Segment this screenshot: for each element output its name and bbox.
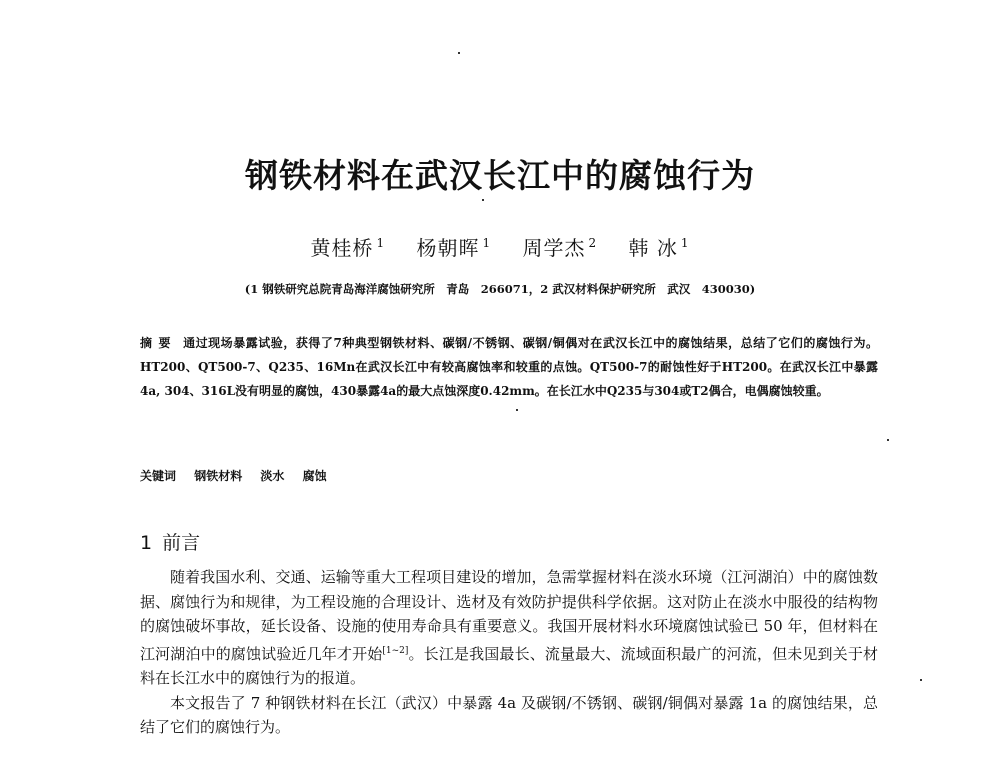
author-list (0, 232, 1000, 261)
scan-speck (920, 679, 922, 681)
paper-title: 钢铁材料在武汉长江中的腐蚀行为 (245, 156, 755, 195)
paragraph-text: 本文报告了 7 种钢铁材料在长江（武汉）中暴露 4a 及碳钢/不锈钢、碳钢/铜偶对暴露 1a 的腐蚀结果，总结了它们的腐蚀行为。 (140, 693, 878, 736)
author (629, 236, 690, 260)
body-text (140, 565, 878, 740)
scan-speck (458, 52, 460, 54)
author-affil-mark: 1 (482, 236, 492, 251)
author-affil-mark: 1 (376, 236, 386, 251)
paragraph (140, 691, 878, 740)
section-number: 1 (140, 532, 153, 554)
author-name: 周学杰 (522, 236, 586, 260)
scan-speck (482, 199, 484, 201)
keyword: 钢铁材料 (194, 469, 243, 483)
abstract-label: 摘要 (140, 336, 178, 350)
keywords-label: 关键词 (140, 469, 177, 483)
author-name: 黄桂桥 (310, 236, 374, 260)
author (417, 236, 492, 260)
abstract-text: 通过现场暴露试验，获得了7种典型钢铁材料、碳钢/不锈钢、碳钢/铜偶对在武汉长江中的腐蚀结果，总结了它们的腐蚀行为。HT200、QT500-7、Q235、16Mn在武汉长江中有较高腐蚀率和较重的点蚀。QT500-7的耐蚀性好于HT200。在武汉长江中暴露4a, 304、316L没有明显的腐蚀，430暴露4a的最大点蚀深度0.42mm。在长江水中Q235与304或T2偶合，电偶腐蚀较重。 (140, 336, 878, 398)
scan-speck (516, 409, 518, 411)
abstract (140, 331, 878, 403)
citation: [1~2] (382, 645, 409, 656)
section-heading (140, 528, 200, 555)
keyword: 淡水 (260, 469, 285, 483)
paragraph (140, 565, 878, 691)
author-affil-mark: 2 (588, 236, 598, 251)
section-title: 前言 (162, 532, 201, 554)
author-name: 杨朝晖 (416, 236, 480, 260)
paragraph-text: 。长江是我国最长、流量最大、流域面积最广的河流，但未见到关于材料在长江水中的腐蚀行为的报道。 (140, 644, 878, 687)
keyword: 腐蚀 (302, 469, 327, 483)
keywords (140, 467, 341, 484)
author-name: 韩 冰 (628, 236, 678, 260)
scan-speck (887, 439, 889, 441)
affiliation-line: (1 钢铁研究总院青岛海洋腐蚀研究所 青岛 266071，2 武汉材料保护研究所 武汉 430030) (244, 282, 756, 296)
paragraph-text: 随着我国水利、交通、运输等重大工程项目建设的增加，急需掌握材料在淡水环境（江河湖泊）中的腐蚀数据、腐蚀行为和规律，为工程设施的合理设计、选材及有效防护提供科学依据。这对防止在淡水中服役的结构物的腐蚀破坏事故，延长设备、设施的使用寿命具有重要意义。我国开展材料水环境腐蚀试验已 50 年，但材料在江河湖泊中的腐蚀试验近几年才开始 (140, 568, 878, 663)
author (523, 236, 598, 260)
author (311, 236, 386, 260)
author-affil-mark: 1 (680, 236, 690, 251)
